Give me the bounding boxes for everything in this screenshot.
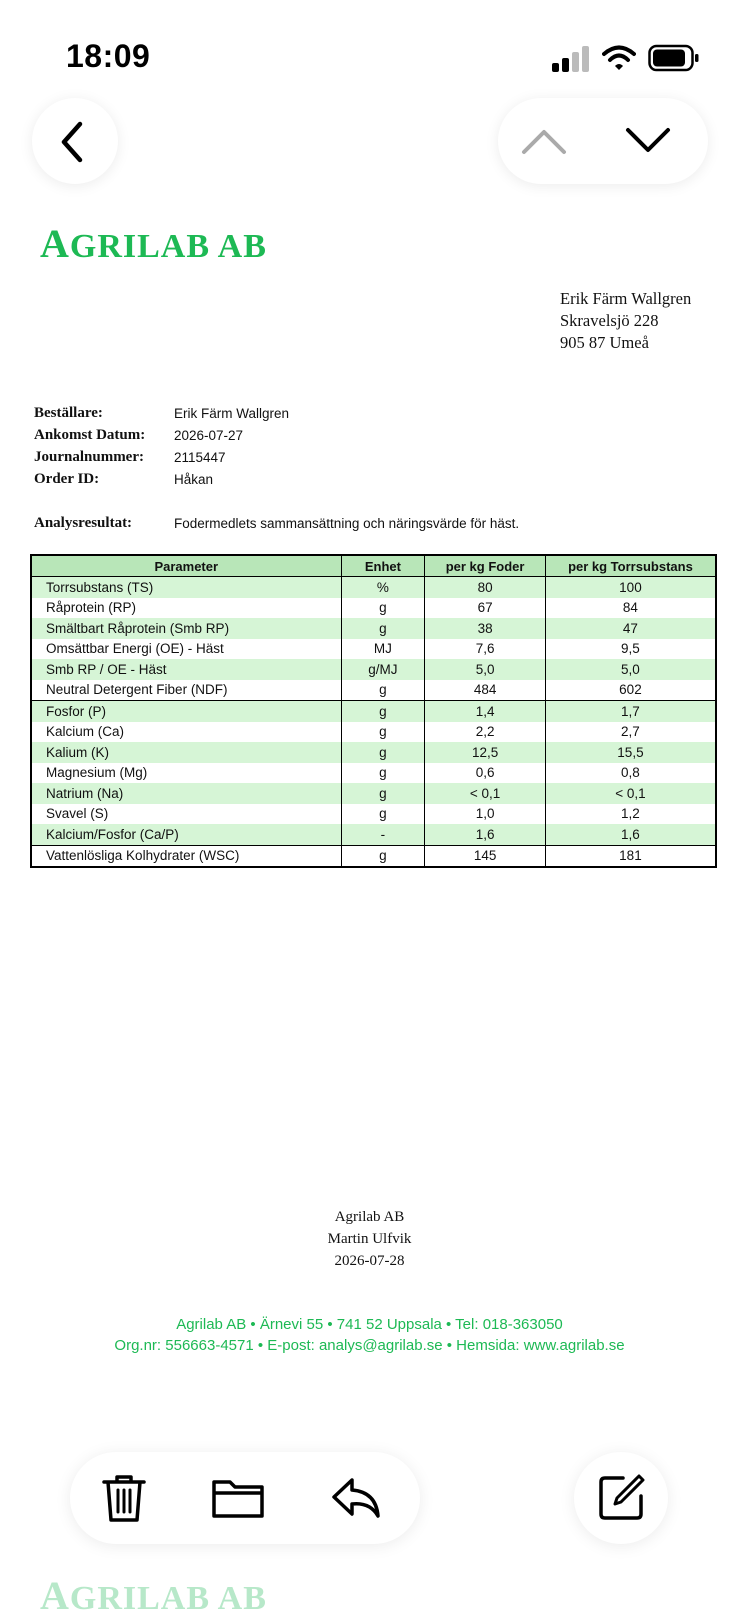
foder-cell: 0,6 [425,763,546,784]
ts-cell: 181 [545,845,716,867]
ts-cell: 602 [545,680,716,701]
analysis-results-table [30,554,717,868]
table-row [31,742,716,763]
param-cell: Vattenlösliga Kolhydrater (WSC) [31,845,341,867]
ts-cell: < 0,1 [545,783,716,804]
param-cell: Omsättbar Energi (OE) - Häst [31,639,341,660]
ts-cell: 47 [545,618,716,639]
table-row [31,659,716,680]
wifi-icon [602,44,636,72]
column-header: Parameter [31,555,341,577]
table-row [31,577,716,598]
unit-cell: g [341,680,425,701]
table-row [31,824,716,845]
info-value: 2026-07-27 [174,428,244,443]
back-button[interactable] [32,98,118,184]
unit-cell: g [341,742,425,763]
signoff-person: Martin Ulfvik [327,1231,412,1247]
signoff-date: 2026-07-28 [334,1253,405,1269]
ts-cell: 84 [545,598,716,619]
param-cell: Magnesium (Mg) [31,763,341,784]
table-row [31,845,716,867]
compose-button[interactable] [574,1452,668,1544]
param-cell: Kalium (K) [31,742,341,763]
back-chevron-icon [58,120,88,164]
param-cell: Svavel (S) [31,804,341,825]
unit-cell: - [341,824,425,845]
unit-cell: g [341,845,425,867]
column-header: Enhet [341,555,425,577]
foder-cell: 2,2 [425,722,546,743]
chevron-up-icon[interactable] [518,124,570,158]
reply-icon[interactable] [328,1470,384,1526]
table-row [31,639,716,660]
foder-cell: < 0,1 [425,783,546,804]
table-row [31,598,716,619]
trash-icon[interactable] [96,1470,152,1526]
foder-cell: 1,4 [425,701,546,722]
unit-cell: g [341,618,425,639]
folder-icon[interactable] [210,1470,266,1526]
next-page-logo: AGRILAB AB [40,1573,267,1618]
table-row [31,763,716,784]
analysis-value: Fodermedlets sammansättning och näringsvärde för häst. [174,516,520,531]
foder-cell: 5,0 [425,659,546,680]
ts-cell: 9,5 [545,639,716,660]
info-label: Order ID: [34,471,100,487]
info-value: 2115447 [174,450,226,465]
param-cell: Smb RP / OE - Häst [31,659,341,680]
ts-cell: 0,8 [545,763,716,784]
info-value: Håkan [174,472,214,487]
table-row [31,722,716,743]
status-time: 18:09 [66,38,151,74]
foder-cell: 1,6 [425,824,546,845]
info-label: Beställare: [34,405,103,421]
foder-cell: 38 [425,618,546,639]
unit-cell: g [341,763,425,784]
table-row [31,618,716,639]
table-row [31,783,716,804]
ts-cell: 15,5 [545,742,716,763]
foder-cell: 67 [425,598,546,619]
compose-icon [593,1470,649,1526]
param-cell: Smältbart Råprotein (Smb RP) [31,618,341,639]
unit-cell: g [341,722,425,743]
chevron-down-icon[interactable] [622,124,674,158]
agrilab-logo: AGRILAB AB [40,221,267,266]
param-cell: Råprotein (RP) [31,598,341,619]
status-bar [0,0,739,100]
footer-contact-line: Agrilab AB • Ärnevi 55 • 741 52 Uppsala • Tel: 018-363050 [176,1316,563,1333]
info-label: Journalnummer: [34,449,144,465]
param-cell: Natrium (Na) [31,783,341,804]
signoff-company: Agrilab AB [334,1209,405,1225]
info-value: Erik Färm Wallgren [174,406,290,421]
param-cell: Torrsubstans (TS) [31,577,341,598]
column-header: per kg Foder [425,555,546,577]
ts-cell: 100 [545,577,716,598]
param-cell: Fosfor (P) [31,701,341,722]
ts-cell: 1,6 [545,824,716,845]
unit-cell: % [341,577,425,598]
param-cell: Neutral Detergent Fiber (NDF) [31,680,341,701]
unit-cell: g [341,598,425,619]
column-header: per kg Torrsubstans [545,555,716,577]
unit-cell: g [341,804,425,825]
table-header-row [31,555,716,577]
recipient-city: 905 87 Umeå [560,333,649,352]
table-row [31,701,716,722]
ts-cell: 1,7 [545,701,716,722]
foder-cell: 1,0 [425,804,546,825]
unit-cell: MJ [341,639,425,660]
foder-cell: 12,5 [425,742,546,763]
foder-cell: 145 [425,845,546,867]
unit-cell: g/MJ [341,659,425,680]
analysis-label: Analysresultat: [34,515,133,531]
ts-cell: 5,0 [545,659,716,680]
foder-cell: 7,6 [425,639,546,660]
param-cell: Kalcium/Fosfor (Ca/P) [31,824,341,845]
table-row [31,804,716,825]
foder-cell: 80 [425,577,546,598]
bottom-toolbar [70,1452,420,1544]
param-cell: Kalcium (Ca) [31,722,341,743]
ts-cell: 1,2 [545,804,716,825]
recipient-name: Erik Färm Wallgren [560,289,692,308]
message-navigation [498,98,708,184]
ts-cell: 2,7 [545,722,716,743]
foder-cell: 484 [425,680,546,701]
unit-cell: g [341,701,425,722]
recipient-address [560,288,691,354]
document-footer [0,1314,739,1356]
unit-cell: g [341,783,425,804]
table-row [31,680,716,701]
signoff [0,1206,739,1272]
battery-icon [648,44,700,72]
info-label: Ankomst Datum: [34,427,146,443]
cellular-signal-icon [552,46,592,72]
footer-org-line: Org.nr: 556663-4571 • E-post: analys@agrilab.se • Hemsida: www.agrilab.se [114,1337,625,1354]
recipient-street: Skravelsjö 228 [560,311,659,330]
